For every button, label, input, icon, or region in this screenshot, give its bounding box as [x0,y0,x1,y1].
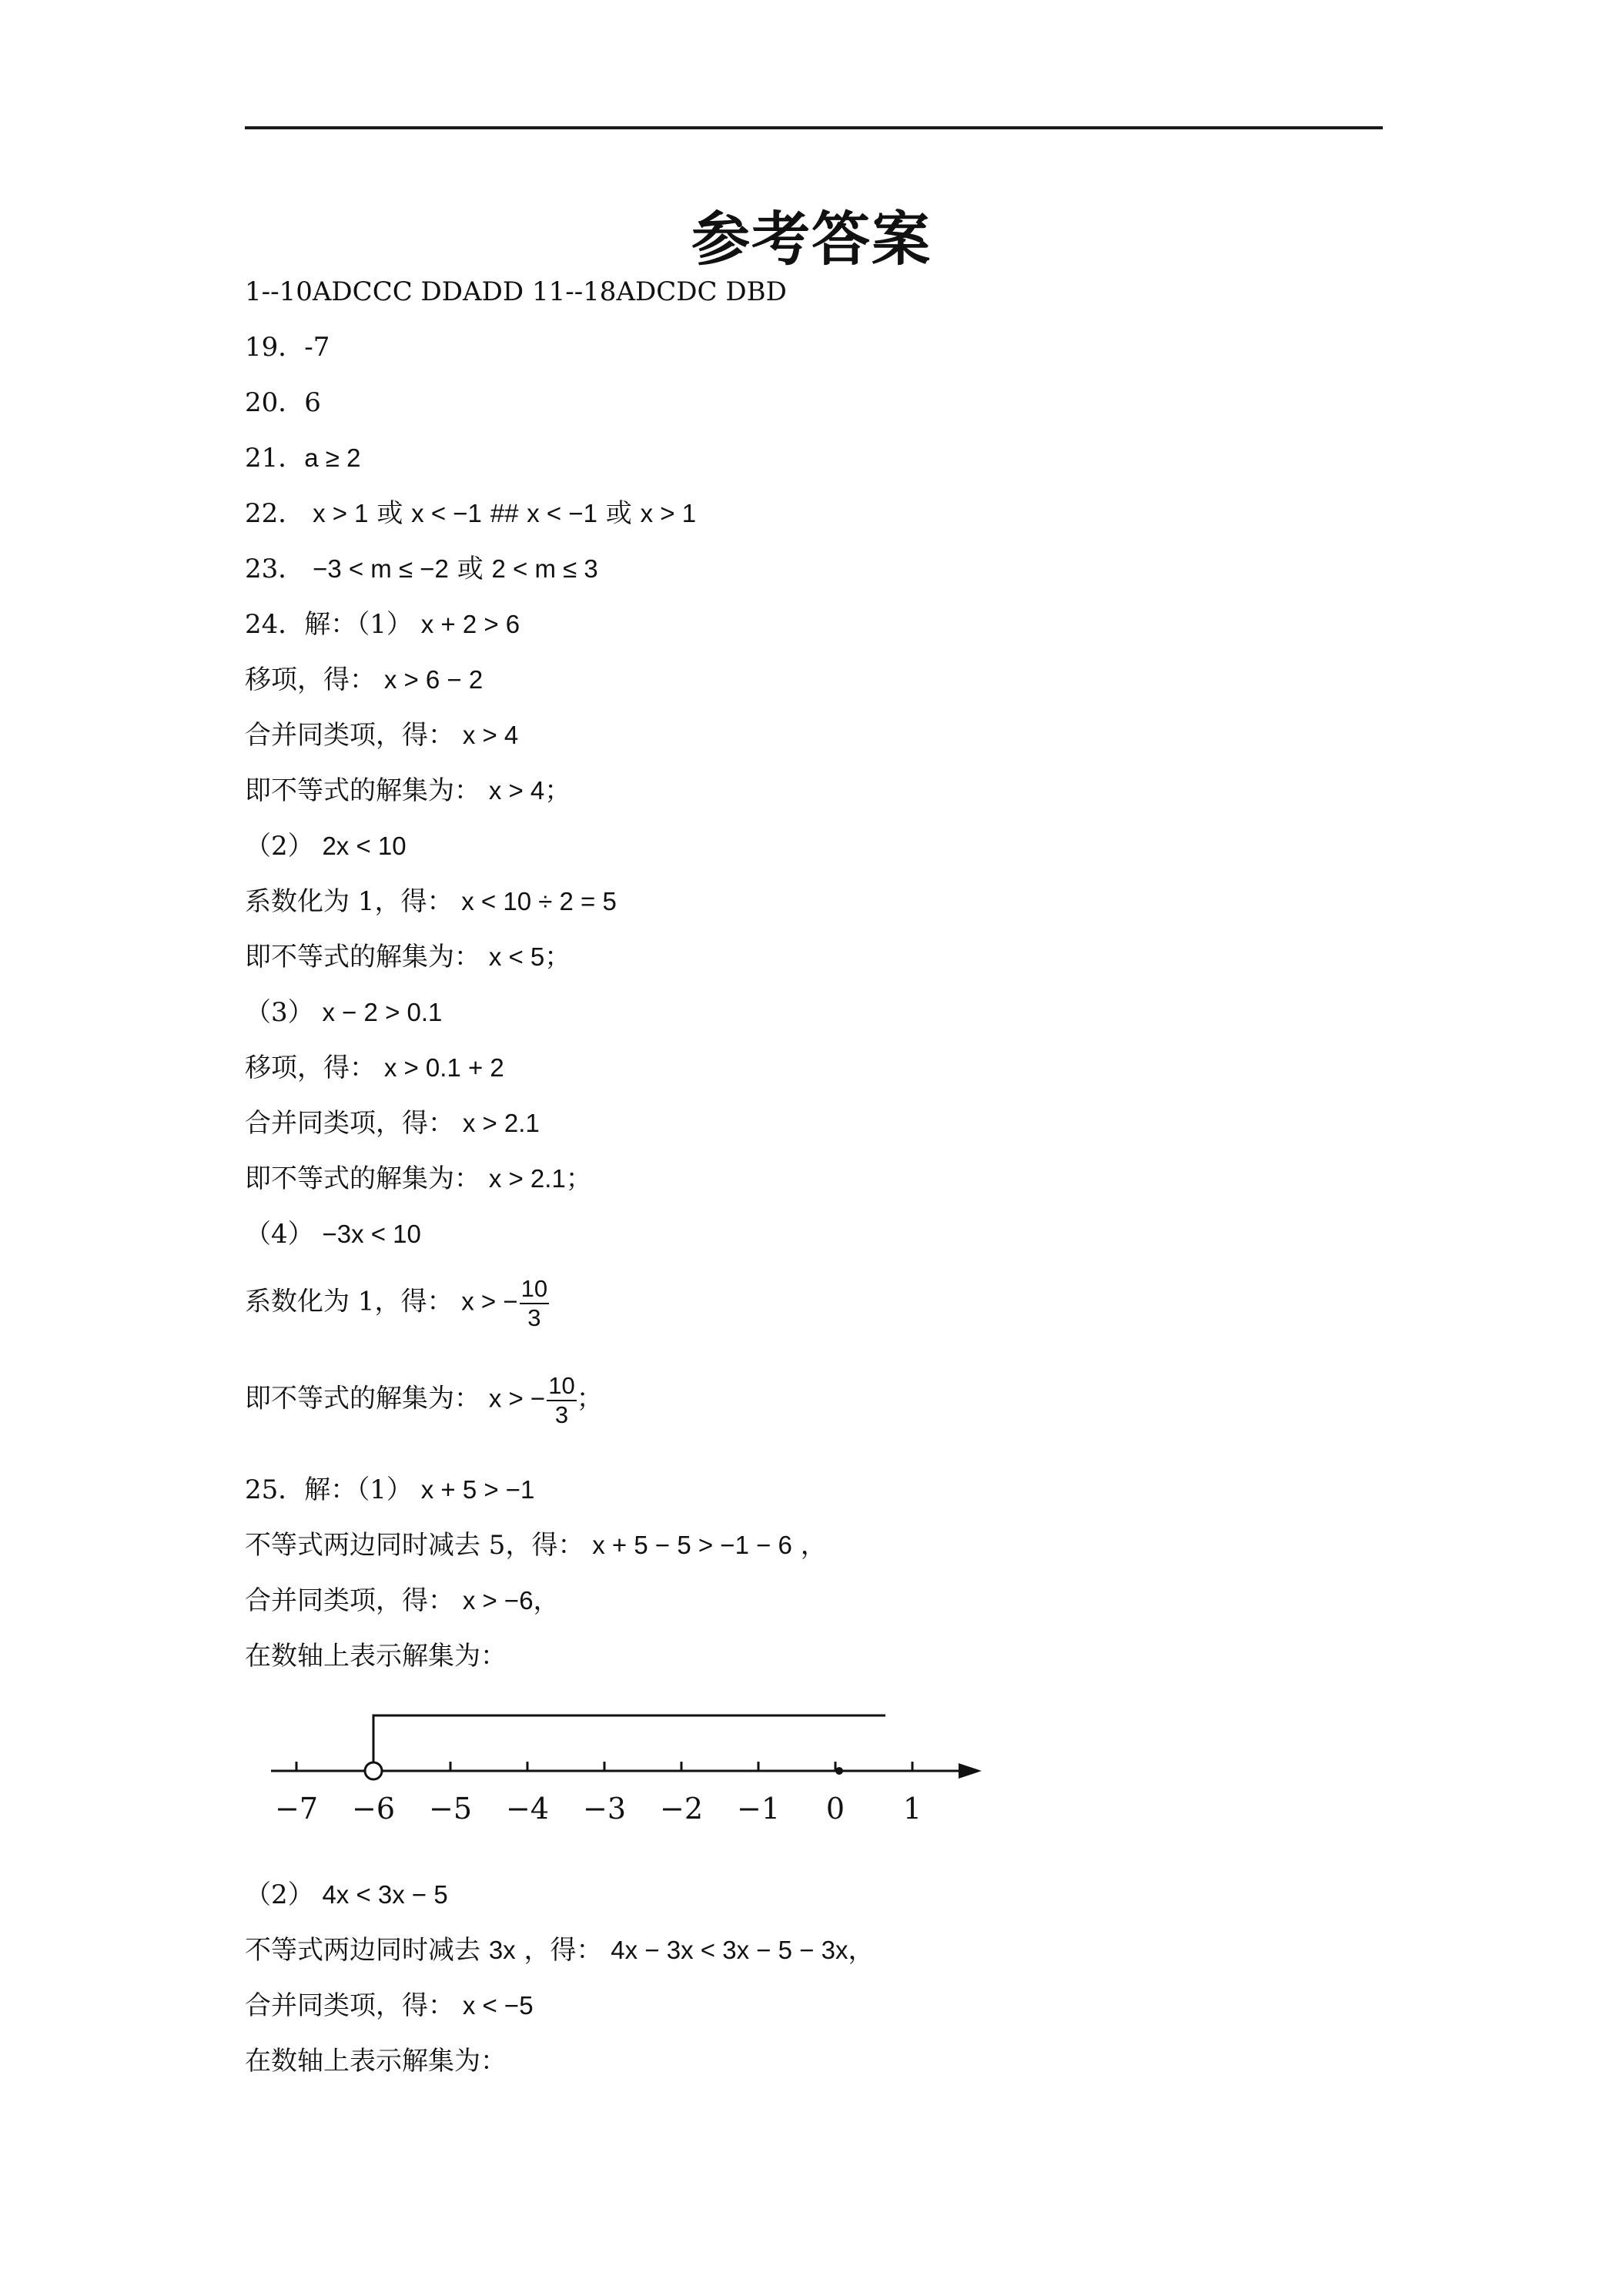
number-line [262,1700,1001,1839]
step-label: 不等式两边同时减去 5，得： [245,1530,584,1561]
step-label: ，得： [524,1935,603,1966]
step-expr: x > −6 [462,1586,534,1615]
q23-num: 23． [245,554,305,584]
q24-head [245,611,520,638]
result-end: ； [576,1383,603,1414]
step-expr: x > 6 − 2 [383,665,484,694]
fraction [547,1372,576,1428]
q23-or: 或 [457,554,484,584]
q24-4-result [245,1372,603,1428]
step-label: 移项，得： [245,664,376,695]
q22 [245,500,696,527]
step-label: 不等式两边同时减去 [245,1935,480,1966]
open-point [365,1762,382,1779]
step-end: ， [533,1585,560,1616]
q24-4-head [245,1219,421,1250]
q25-1-axis-label: 在数轴上表示解集为： [245,1641,507,1672]
step-label: 系数化为 1，得： [245,886,453,917]
q24-1-expr: x + 2 > 6 [420,610,520,638]
result-expr: x > 2.1 [488,1164,566,1193]
step-expr: x > 4 [462,721,519,749]
step-label: 合并同类项，得： [245,1108,454,1139]
axis-tick-label: −1 [736,1792,781,1826]
q22-part2: x < −1 [411,499,482,527]
result-label: 即不等式的解集为： [245,942,480,972]
q25-2-step1 [245,1935,875,1966]
q22-part1: x > 1 [313,499,369,527]
q20-num: 20． [245,387,305,418]
result-end: ； [565,1163,592,1194]
part-label: （2） [245,831,314,862]
q24-3-step1 [245,1055,504,1081]
part-expr: 2x < 10 [322,832,407,860]
q21 [245,443,361,474]
q24-1-step2 [245,720,519,751]
q19 [245,332,330,363]
part-label: （2） [245,1879,314,1910]
q22-part4: x > 1 [640,499,697,527]
part-expr: −3x < 10 [322,1220,421,1248]
result-end: ； [544,942,571,972]
step-label: 合并同类项，得： [245,1585,454,1616]
step-end: ， [800,1530,827,1561]
q25-head [245,1474,535,1505]
step-label: 合并同类项，得： [245,1990,454,2021]
step-label: 系数化为 1，得： [245,1286,453,1317]
q23-part1: −3 < m ≤ −2 [313,554,449,583]
q24-4-step1 [245,1275,549,1331]
axis-tick-label: 0 [825,1792,845,1826]
axis-tick-label: −2 [659,1792,704,1826]
answers-1-18: 1--10ADCCC DDADD 11--18ADCDC DBD [245,276,787,307]
fraction [520,1275,549,1331]
page-title: 参考答案 [691,205,932,273]
axis-arrow-icon [959,1763,982,1779]
q22-or1: 或 [376,498,403,529]
q24-1-result [245,775,571,806]
q22-or2: 或 [605,498,632,529]
q21-num: 21． [245,443,305,474]
step-label: 移项，得： [245,1053,376,1083]
q25-1-expr: x + 5 > −1 [420,1475,535,1504]
fraction-numerator: 10 [520,1275,549,1304]
q24-3-head [245,999,442,1026]
q20 [245,387,321,418]
step-end: ， [848,1935,875,1966]
q22-sep: ## [490,499,519,527]
q23-part2: 2 < m ≤ 3 [491,554,598,583]
axis-tick-label: −7 [274,1792,319,1826]
step-expr: x > 2.1 [462,1109,540,1137]
q25-head-label: 25．解：（1） [245,1474,413,1505]
step-label: 合并同类项，得： [245,720,454,751]
axis-tick-label: −6 [351,1792,396,1826]
q24-2-result [245,944,571,970]
q25-2-axis-label: 在数轴上表示解集为： [245,2046,507,2077]
q21-answer: a ≥ 2 [304,443,361,472]
q23 [245,556,598,582]
axis-tick-label: 1 [902,1792,922,1826]
q24-3-result [245,1163,592,1194]
step-expr: x + 5 − 5 > −1 − 6 [592,1531,792,1559]
result-expr: x > − [488,1384,546,1413]
origin-dot [835,1767,843,1775]
q19-num: 19． [245,332,305,363]
step-label-term: 3x [488,1936,516,1964]
axis-tick-label: −4 [505,1792,550,1826]
step-expr: x > 0.1 + 2 [383,1053,504,1082]
q22-num: 22． [245,498,305,529]
step-expr: x < −5 [462,1991,534,2020]
result-end: ； [544,775,571,806]
fraction-denominator: 3 [554,1401,569,1428]
q25-1-step1 [245,1530,827,1561]
result-expr: x < 5 [488,942,545,971]
q24-2-head [245,831,407,862]
q25-1-step2 [245,1585,560,1616]
fraction-numerator: 10 [547,1372,576,1401]
step-expr: x > − [461,1287,518,1316]
result-label: 即不等式的解集为： [245,1163,480,1194]
q24-1-step1 [245,664,484,695]
result-label: 即不等式的解集为： [245,775,480,806]
q22-part3: x < −1 [527,499,597,527]
q19-answer: -7 [304,332,330,363]
result-label: 即不等式的解集为： [245,1383,480,1414]
header-rule [245,126,1383,129]
axis-tick-label: −5 [428,1792,473,1826]
q25-2-head [245,1879,448,1910]
step-expr: 4x − 3x < 3x − 5 − 3x [611,1936,848,1964]
q20-answer: 6 [304,387,321,418]
fraction-denominator: 3 [527,1304,541,1331]
q24-2-step1 [245,886,617,917]
axis-tick-label: −3 [582,1792,627,1826]
step-expr: x < 10 ÷ 2 = 5 [461,887,617,915]
part-expr: x − 2 > 0.1 [322,998,443,1026]
part-expr: 4x < 3x − 5 [322,1880,448,1909]
result-expr: x > 4 [488,776,545,805]
q24-3-step2 [245,1108,540,1139]
q25-2-step2 [245,1990,534,2021]
q24-head-label: 24．解：（1） [245,609,413,640]
part-label: （3） [245,997,314,1028]
solution-bracket [373,1715,885,1765]
part-label: （4） [245,1219,314,1250]
